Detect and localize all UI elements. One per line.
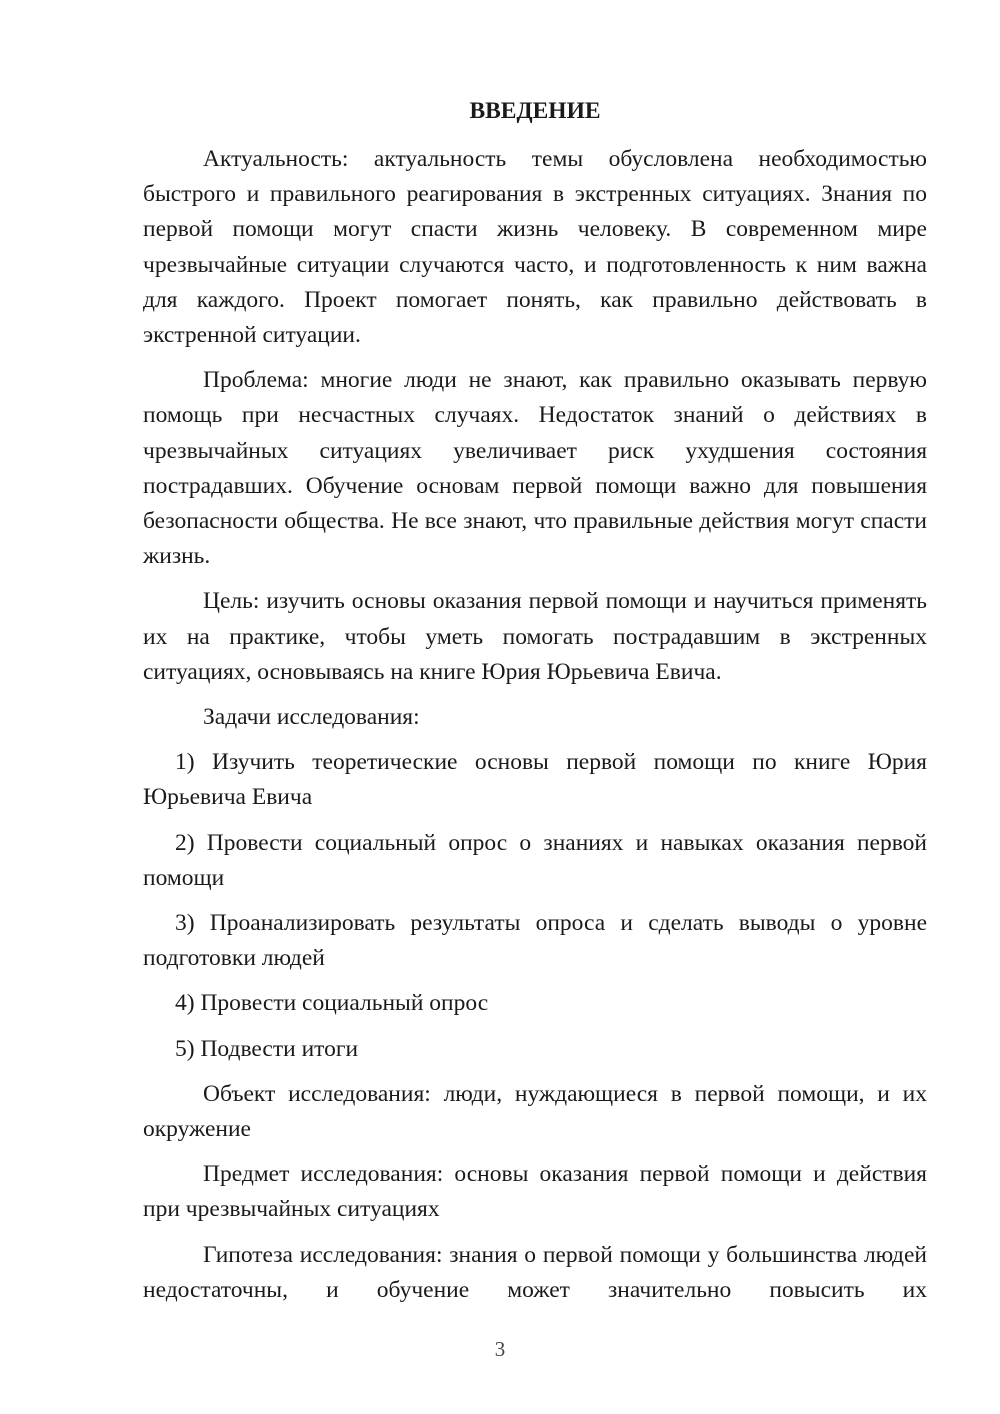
section-title: ВВЕДЕНИЕ — [469, 98, 601, 124]
subject-paragraph: Предмет исследования: основы оказания первой помощи и действия при чрезвычайных ситуациях — [143, 1161, 927, 1223]
task-item-1: 1) Изучить теоретические основы первой помощи по книге Юрия Юрьевича Евича — [143, 749, 927, 811]
relevance-paragraph: Актуальность: актуальность темы обусловлена необходимостью быстрого и правильного реагирования в экстренных ситуациях. Знания по первой помощи могут спасти жизнь человеку. В современном мире чрезвычайные ситуации случаются часто, и подготовленность к ним важна для каждого. Проект помогает понять, как правильно действовать в экстренной ситуации. — [143, 146, 927, 349]
hypothesis-paragraph: Гипотеза исследования: знания о первой помощи у большинства людей недостаточны, и обучение может значительно повысить их — [143, 1241, 927, 1303]
task-item-5: 5) Подвести итоги — [175, 1035, 359, 1062]
page-number: 3 — [494, 1337, 506, 1361]
task-item-4: 4) Провести социальный опрос — [175, 990, 489, 1017]
task-item-3: 3) Проанализировать результаты опроса и сделать выводы о уровне подготовки людей — [143, 910, 927, 972]
problem-paragraph: Проблема: многие люди не знают, как правильно оказывать первую помощь при несчастных случаях. Недостаток знаний о действиях в чрезвычайных ситуациях увеличивает риск ухудшения состояния пострадавших. Обучение основам первой помощи важно для повышения безопасности общества. Не все знают, что правильные действия могут спасти жизнь. — [143, 367, 927, 570]
page-content — [143, 94, 927, 1318]
task-item-2: 2) Провести социальный опрос о знаниях и навыках оказания первой помощи — [143, 829, 927, 891]
tasks-heading: Задачи исследования: — [203, 704, 420, 731]
goal-paragraph: Цель: изучить основы оказания первой помощи и научиться применять их на практике, чтобы уметь помогать пострадавшим в экстренных ситуациях, основываясь на книге Юрия Юрьевича Евича. — [143, 588, 927, 685]
object-paragraph: Объект исследования: люди, нуждающиеся в первой помощи, и их окружение — [143, 1080, 927, 1143]
